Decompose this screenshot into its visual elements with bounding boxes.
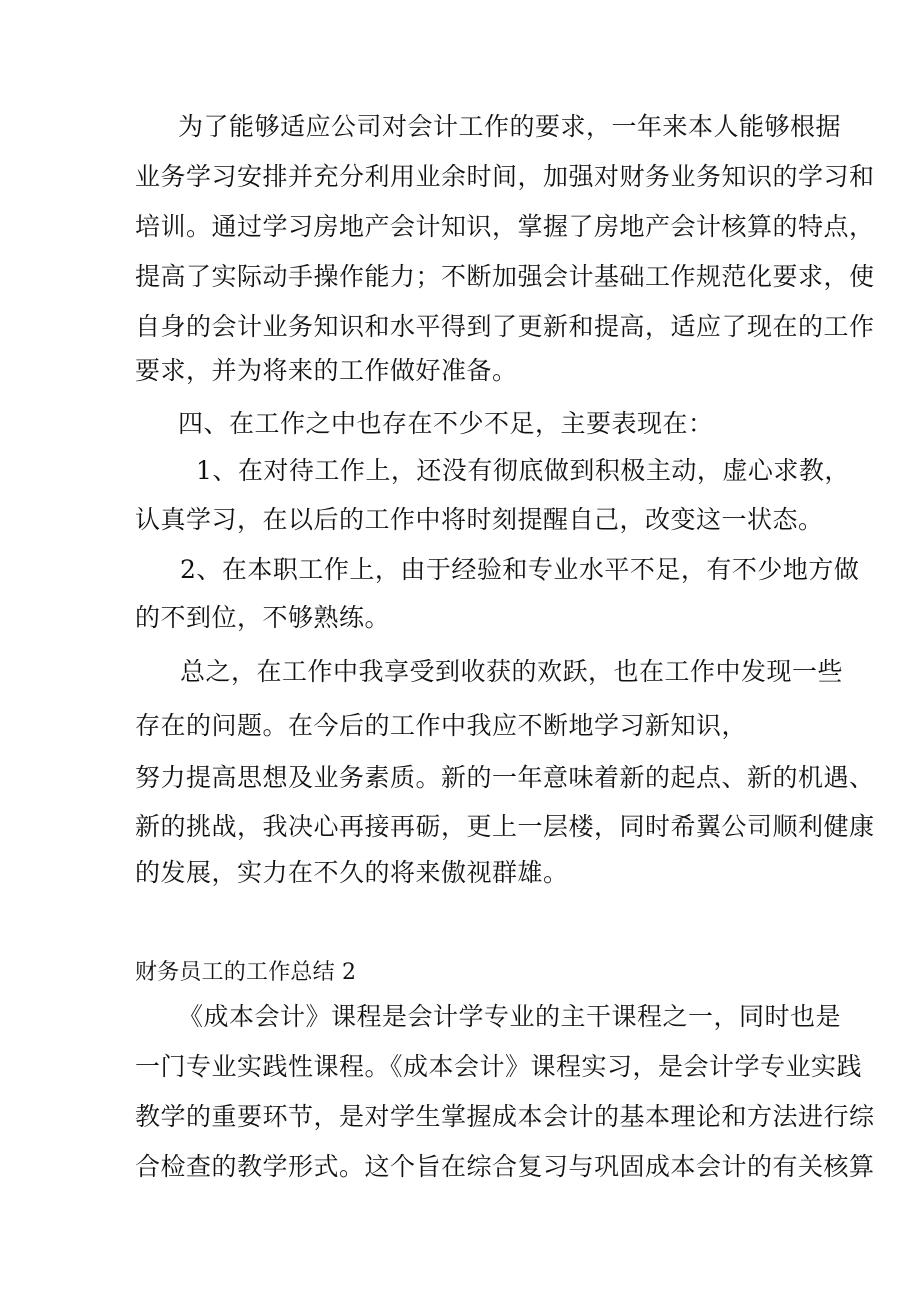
text-line: 要求，并为将来的工作做好准备。 (135, 356, 518, 385)
text-line: 1、在对待工作上，还没有彻底做到积极主动，虚心求教， (196, 456, 850, 485)
text-line: 总之，在工作中我享受到收获的欢跃，也在工作中发现一些 (180, 657, 844, 686)
text-line: 的不到位，不够熟练。 (135, 603, 391, 632)
text-line: 提高了实际动手操作能力；不断加强会计基础工作规范化要求，使 (135, 262, 875, 291)
text-line: 四、在工作之中也存在不少不足，主要表现在： (178, 409, 714, 438)
text-line: 业务学习安排并充分利用业余时间，加强对财务业务知识的学习和 (135, 162, 875, 191)
text-line: 的发展，实力在不久的将来傲视群雄。 (135, 858, 569, 887)
text-line: 《成本会计》课程是会计学专业的主干课程之一，同时也是 (178, 1002, 842, 1031)
text-line: 合检查的教学形式。这个旨在综合复习与巩固成本会计的有关核算 (135, 1152, 875, 1181)
text-line: 自身的会计业务知识和水平得到了更新和提高，适应了现在的工作 (135, 312, 875, 341)
text-line: 努力提高思想及业务素质。新的一年意味着新的起点、新的机遇、 (135, 763, 875, 792)
text-line: 一门专业实践性课程。《成本会计》课程实习，是会计学专业实践 (135, 1052, 863, 1081)
text-line: 认真学习，在以后的工作中将时刻提醒自己，改变这一状态。 (135, 505, 824, 534)
text-line: 教学的重要环节，是对学生掌握成本会计的基本理论和方法进行综 (135, 1102, 875, 1131)
text-line: 新的挑战，我决心再接再砺，更上一层楼，同时希翼公司顺利健康 (135, 812, 875, 841)
text-line: 为了能够适应公司对会计工作的要求，一年来本人能够根据 (178, 112, 842, 141)
text-line: 培训。通过学习房地产会计知识，掌握了房地产会计核算的特点， (135, 212, 875, 241)
section-heading: 财务员工的工作总结 2 (135, 960, 357, 985)
text-line: 2、在本职工作上，由于经验和专业水平不足，有不少地方做 (180, 555, 860, 584)
text-line: 存在的问题。在今后的工作中我应不断地学习新知识， (135, 711, 748, 740)
